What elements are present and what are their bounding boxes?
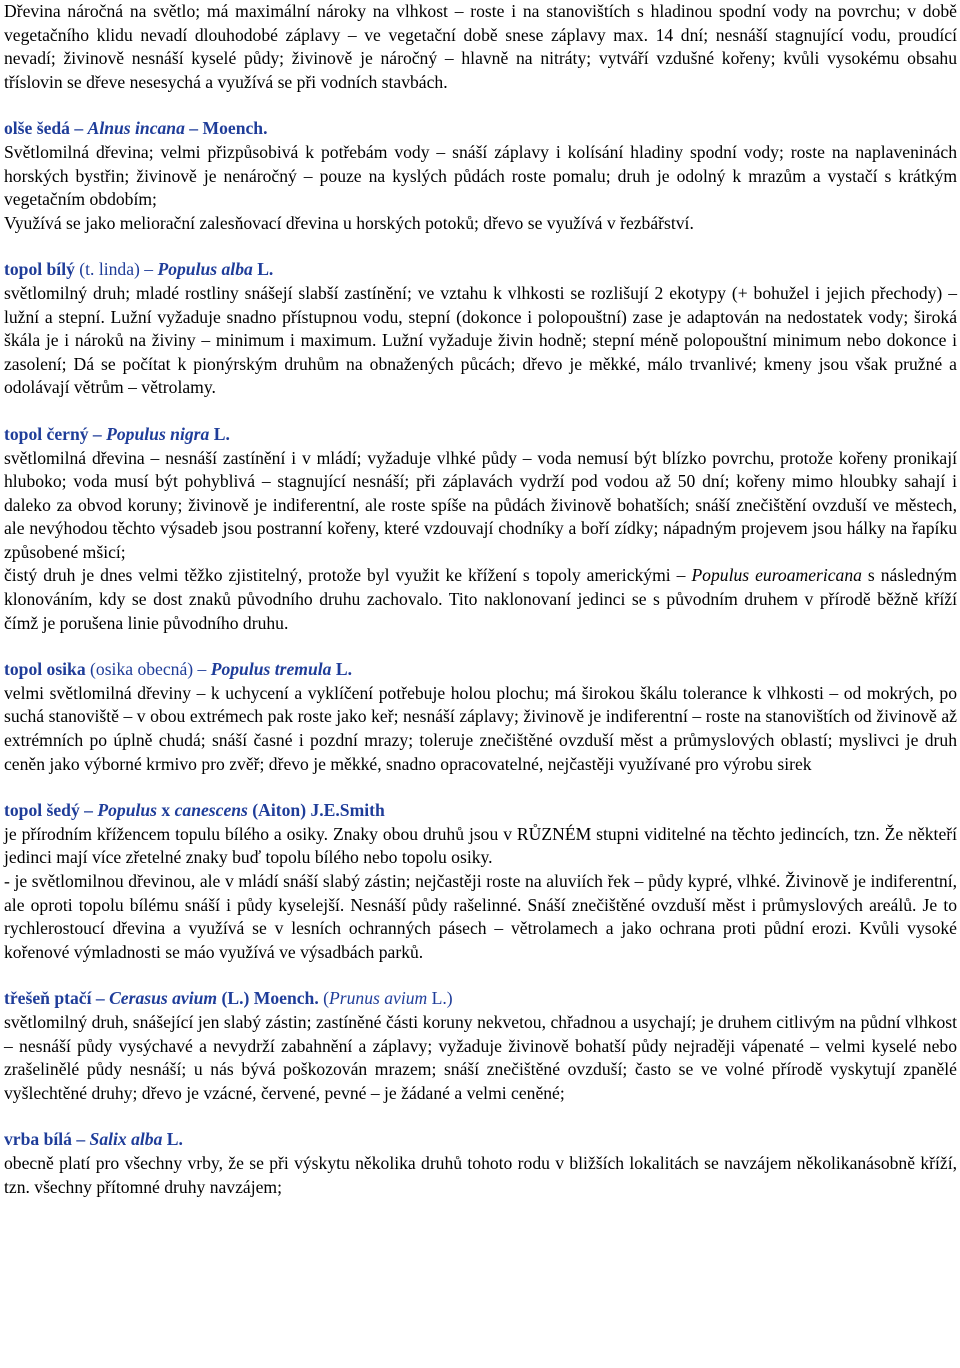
section-populus-canescens [4,799,957,964]
extra-text-before: čistý druh je dnes velmi těžko zjistitelný, protože byl využit ke křížení s topoly americkými – [4,565,692,586]
title-common-name: topol bílý [4,259,80,280]
title-common-name: topol šedý – [4,800,98,821]
species-paragraph: světlomilný druh, snášející jen slabý zástin; zastíněné části koruny nekvetou, chřadnou a usychají; je druhem citlivým na půdní vlhkost – nesnáší půdy vysýchavé a nevydrží zabahnění a záplavy; vyžaduje živinově bohatší půdy nejraději vápenaté – velmi kyselé nebo zrašelinělé půdy nesnáší; u nás bývá poškozován mrazem; snáší znečištěné ovzduší; často se ve volné přírodě vyskytují zpanělé vyšlechtěné druhy; dřevo je vzácné, červené, pevné – je žádané a velmi ceněné; [4,1011,957,1103]
title-author: L. [252,259,274,280]
title-latin-epithet: canescens [174,800,248,821]
title-author: L. [331,659,353,680]
section-alnus-incana [4,117,957,235]
title-latin-name: Alnus incana [87,118,185,139]
extra-latin-name: Populus euroamericana [691,565,862,586]
title-note: (osika obecná) – [90,659,211,680]
species-title [4,658,957,682]
title-latin-name: Populus tremula [210,659,332,680]
title-common-name: olše šedá – [4,118,88,139]
title-alt-author: L.) [427,988,453,1009]
section-populus-tremula [4,658,957,776]
title-alt-latin-name: Prunus avium [329,988,428,1009]
section-cerasus-avium [4,987,957,1105]
extra-text-after: s následným klonováním, kdy se dost znaků původního druhu zachovalo. Tito naklonovaní jedinci se s původním druhem v přírodě běžně kříží čímž je porušena linie původního druhu. [4,565,957,633]
section-populus-nigra [4,423,957,635]
title-latin-name: Cerasus avium [109,988,218,1009]
species-title [4,799,957,823]
title-latin-name: Populus nigra [106,423,210,444]
species-paragraph: obecně platí pro všechny vrby, že se při výskytu několika druhů tohoto rodu v bližších lokalitách se navzájem několikanásobně kříží, tzn. všechny přítomné druhy navzájem; [4,1152,957,1197]
title-note: (t. linda) – [79,259,158,280]
species-paragraph: světlomilná dřevina – nesnáší zastínění i v mládí; vyžaduje vlhké půdy – voda nemusí být blízko povrchu, protože kořeny pronikají hluboko; voda musí být pohyblivá – stagnující nesnáší; při záplavách vydrží pod vodou až 50 dní; kořeny mimo hloubky sahají i daleko za obvod koruny; živinově je indiferentní, ale roste spíše na půdách živinově bohatších; snáší znečištění ovzduší ve městech, ale nevýhodou těchto výsadeb jsou postranní kořeny, které vzdouvají chodníky a boří zídky; nápadným projevem jsou hálky na řapíku způsobené mšicí; [4,447,957,562]
title-common-name: topol černý – [4,423,107,444]
section-populus-alba [4,258,957,400]
title-latin-name: Populus [97,800,158,821]
species-paragraph: Využívá se jako meliorační zalesňovací dřevina u horských potoků; dřevo se využívá v řezbářství. [4,212,694,233]
intro-paragraph: Dřevina náročná na světlo; má maximální nároky na vlhkost – roste i na stanovištích s hladinou spodní vody na povrchu; v době vegetačního klidu nevadí dlouhodobé záplavy – ve vegetační době snese záplavy max. 14 dní; nesnáší stagnující vodu, proudící nevadí; živinově nesnáší kyselé půdy; živinově je náročný – hlavně na nitráty; vytváří vzdušné kořeny; kvůli vysokému obsahu tříslovin se dřeve nesesychá a využívá se při vodních stavbách. [4,1,957,92]
species-paragraph-extra [4,564,957,635]
species-paragraph: světlomilný druh; mladé rostliny snášejí slabší zastínění; ve vztahu k vlhkosti se rozlišují 2 ekotypy (+ bohužel i jejich přechody) – lužní a stepní. Lužní vyžaduje snadno přístupnou vodu, stepní (dokonce i polopouštní) zase je adaptován na nedostatek vody; široká škála je i nároků na živiny – minimum i maximum. Lužní vyžaduje živin hodně; stepní méně polopouštní minimum nebo dokonce i zasolení; Dá se počítat k pionýrským druhům na obnažených půcách; dřevo je měkké, málo trvanlivé; kmeny jsou však pružné a odolávají větrům – větrolamy. [4,282,957,398]
title-common-name: třešeň ptačí – [4,988,110,1009]
species-title [4,1128,957,1152]
title-author: L. [162,1129,183,1150]
title-latin-name: Salix alba [89,1129,163,1150]
species-paragraph: velmi světlomilná dřeviny – k uchycení a vyklíčení potřebuje holou plochu; má širokou škálu tolerance k vlhkosti – od mokrých, po suchá stanoviště – v obou extrémech pak roste jako keř; nesnáší záplavy; živinově je indiferentní – roste na stanovištích od živinově až extrémních po úplně chudá; snáší časné i pozdní mrazy; toleruje znečištěné ovzduší měst a průmyslových oblastí; myslivci je druh ceněn jako výborné krmivo pro zvěř; dřevo je měkké, snadno opracovatelné, nejčastěji využívané pro výrobu sirek [4,682,957,774]
title-alt-open: ( [323,988,329,1009]
title-hybrid-mark: x [157,800,175,821]
species-title [4,258,957,282]
title-common-name: vrba bílá – [4,1129,90,1150]
section-salix-alba [4,1128,957,1199]
species-title [4,987,957,1011]
title-author: – Moench. [184,118,268,139]
species-title [4,423,957,447]
species-paragraph: Světlomilná dřevina; velmi přizpůsobivá k potřebám vody – snáší záplavy i kolísání hladiny spodní vody; roste na naplaveninách horských bystřin; živinově je nenáročný – pouze na kyslých půdách roste pomalu; druh je odolný k mrazům a vystačí s krátkým vegetačním obdobím; [4,141,957,210]
title-author: (Aiton) J.E.Smith [247,800,385,821]
species-title [4,117,957,141]
title-latin-name: Populus alba [157,259,253,280]
title-common-name: topol osika [4,659,91,680]
species-paragraph: - je světlomilnou dřevinou, ale v mládí snáší slabý zástin; nejčastěji roste na aluviích řek – půdy kypré, vlhké. Živinově je indiferentní, ale oproti topolu bílému snáší i půdy kyselejší. Nesnáší půdy rašelinné. Snáší znečištěné ovzduší měst i průmyslových areálů. Je to rychlerostoucí dřevina a využívá se v lesních ochranných pásech – větrolamech a jako ochrana proti půdní erozi. Kvůli vysoké kořenové výmladnosti se máo využívá ve výsadbách parků. [4,871,957,962]
species-paragraph: je přírodním křížencem topulu bílého a osiky. Znaky obou druhů jsou v RŮZNÉM stupni viditelné na těchto jedincích, tzn. Že někteří jedinci mají více zřetelné znaky buď topolu bílého nebo topolu osiky. [4,823,957,868]
title-author: L. [209,423,230,444]
title-author: (L.) Moench. [217,988,324,1009]
